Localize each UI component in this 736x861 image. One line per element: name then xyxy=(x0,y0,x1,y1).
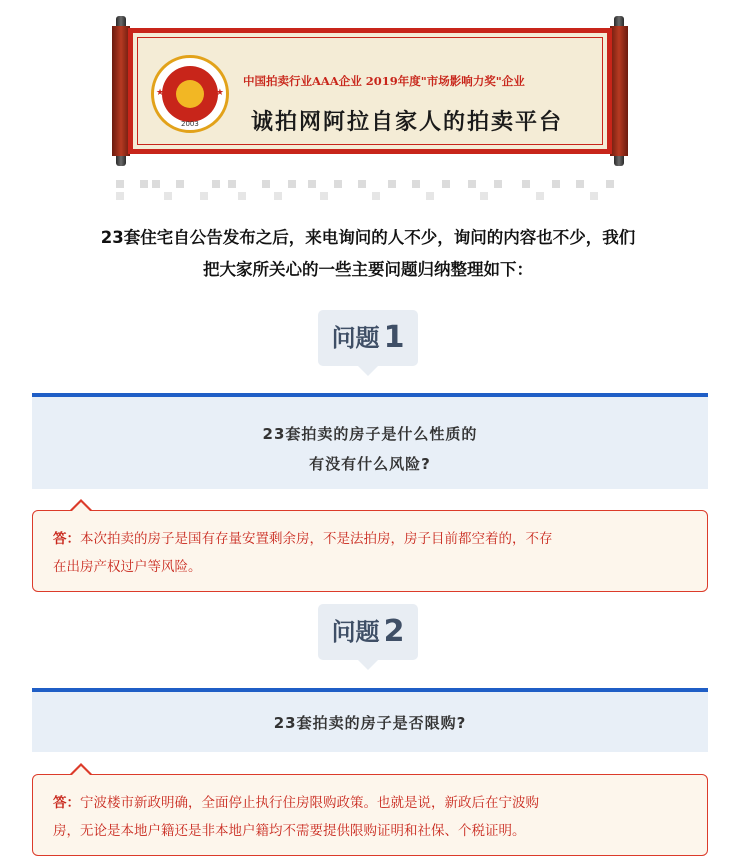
answer-label: 答： xyxy=(53,795,80,811)
company-seal-logo xyxy=(151,55,229,133)
question-2-tag xyxy=(318,604,418,660)
blurred-subtitle xyxy=(112,180,632,204)
tiger-icon xyxy=(176,80,204,108)
banner-tagline: 中国拍卖行业AAA企业 2019年度"市场影响力奖"企业 xyxy=(243,74,525,88)
seal-year: 2003 xyxy=(181,120,199,128)
answer-text: 在出房产权过户等风险。 xyxy=(53,559,202,575)
answer-text: 宁波楼市新政明确，全面停止执行住房限购政策。也就是说，新政后在宁波购 xyxy=(80,795,539,811)
question-1-tag xyxy=(318,310,418,366)
intro-line: 把大家所关心的一些主要问题归纳整理如下： xyxy=(203,260,533,279)
scroll-paper xyxy=(128,28,612,154)
intro-line: 23套住宅自公告发布之后，来电询问的人不少，询问的内容也不少，我们 xyxy=(100,228,636,247)
question-text: 23套拍卖的房子是否限购? xyxy=(273,714,467,732)
answer-label: 答： xyxy=(53,531,80,547)
question-tag-number: 2 xyxy=(383,614,405,649)
question-text: 有没有什么风险? xyxy=(309,455,431,473)
answer-text: 房，无论是本地户籍还是非本地户籍均不需要提供限购证明和社保、个税证明。 xyxy=(53,823,526,839)
scroll-roll-right xyxy=(610,26,628,156)
question-text: 23套拍卖的房子是什么性质的 xyxy=(262,425,478,443)
answer-2-box xyxy=(32,774,708,856)
question-2-box xyxy=(32,688,708,752)
star-icon: ★ xyxy=(156,88,165,98)
question-tag-label: 问题 xyxy=(331,618,380,646)
star-icon: ★ xyxy=(215,88,224,98)
question-1-box xyxy=(32,393,708,489)
answer-1-box xyxy=(32,510,708,592)
intro-paragraph xyxy=(20,222,716,286)
answer-text: 本次拍卖的房子是国有存量安置剩余房，不是法拍房，房子目前都空着的，不存 xyxy=(80,531,553,547)
question-tag-number: 1 xyxy=(383,320,405,355)
banner-slogan: 诚拍网阿拉自家人的拍卖平台 xyxy=(251,109,564,135)
banner-scroll xyxy=(108,16,632,166)
question-tag-label: 问题 xyxy=(331,324,380,352)
